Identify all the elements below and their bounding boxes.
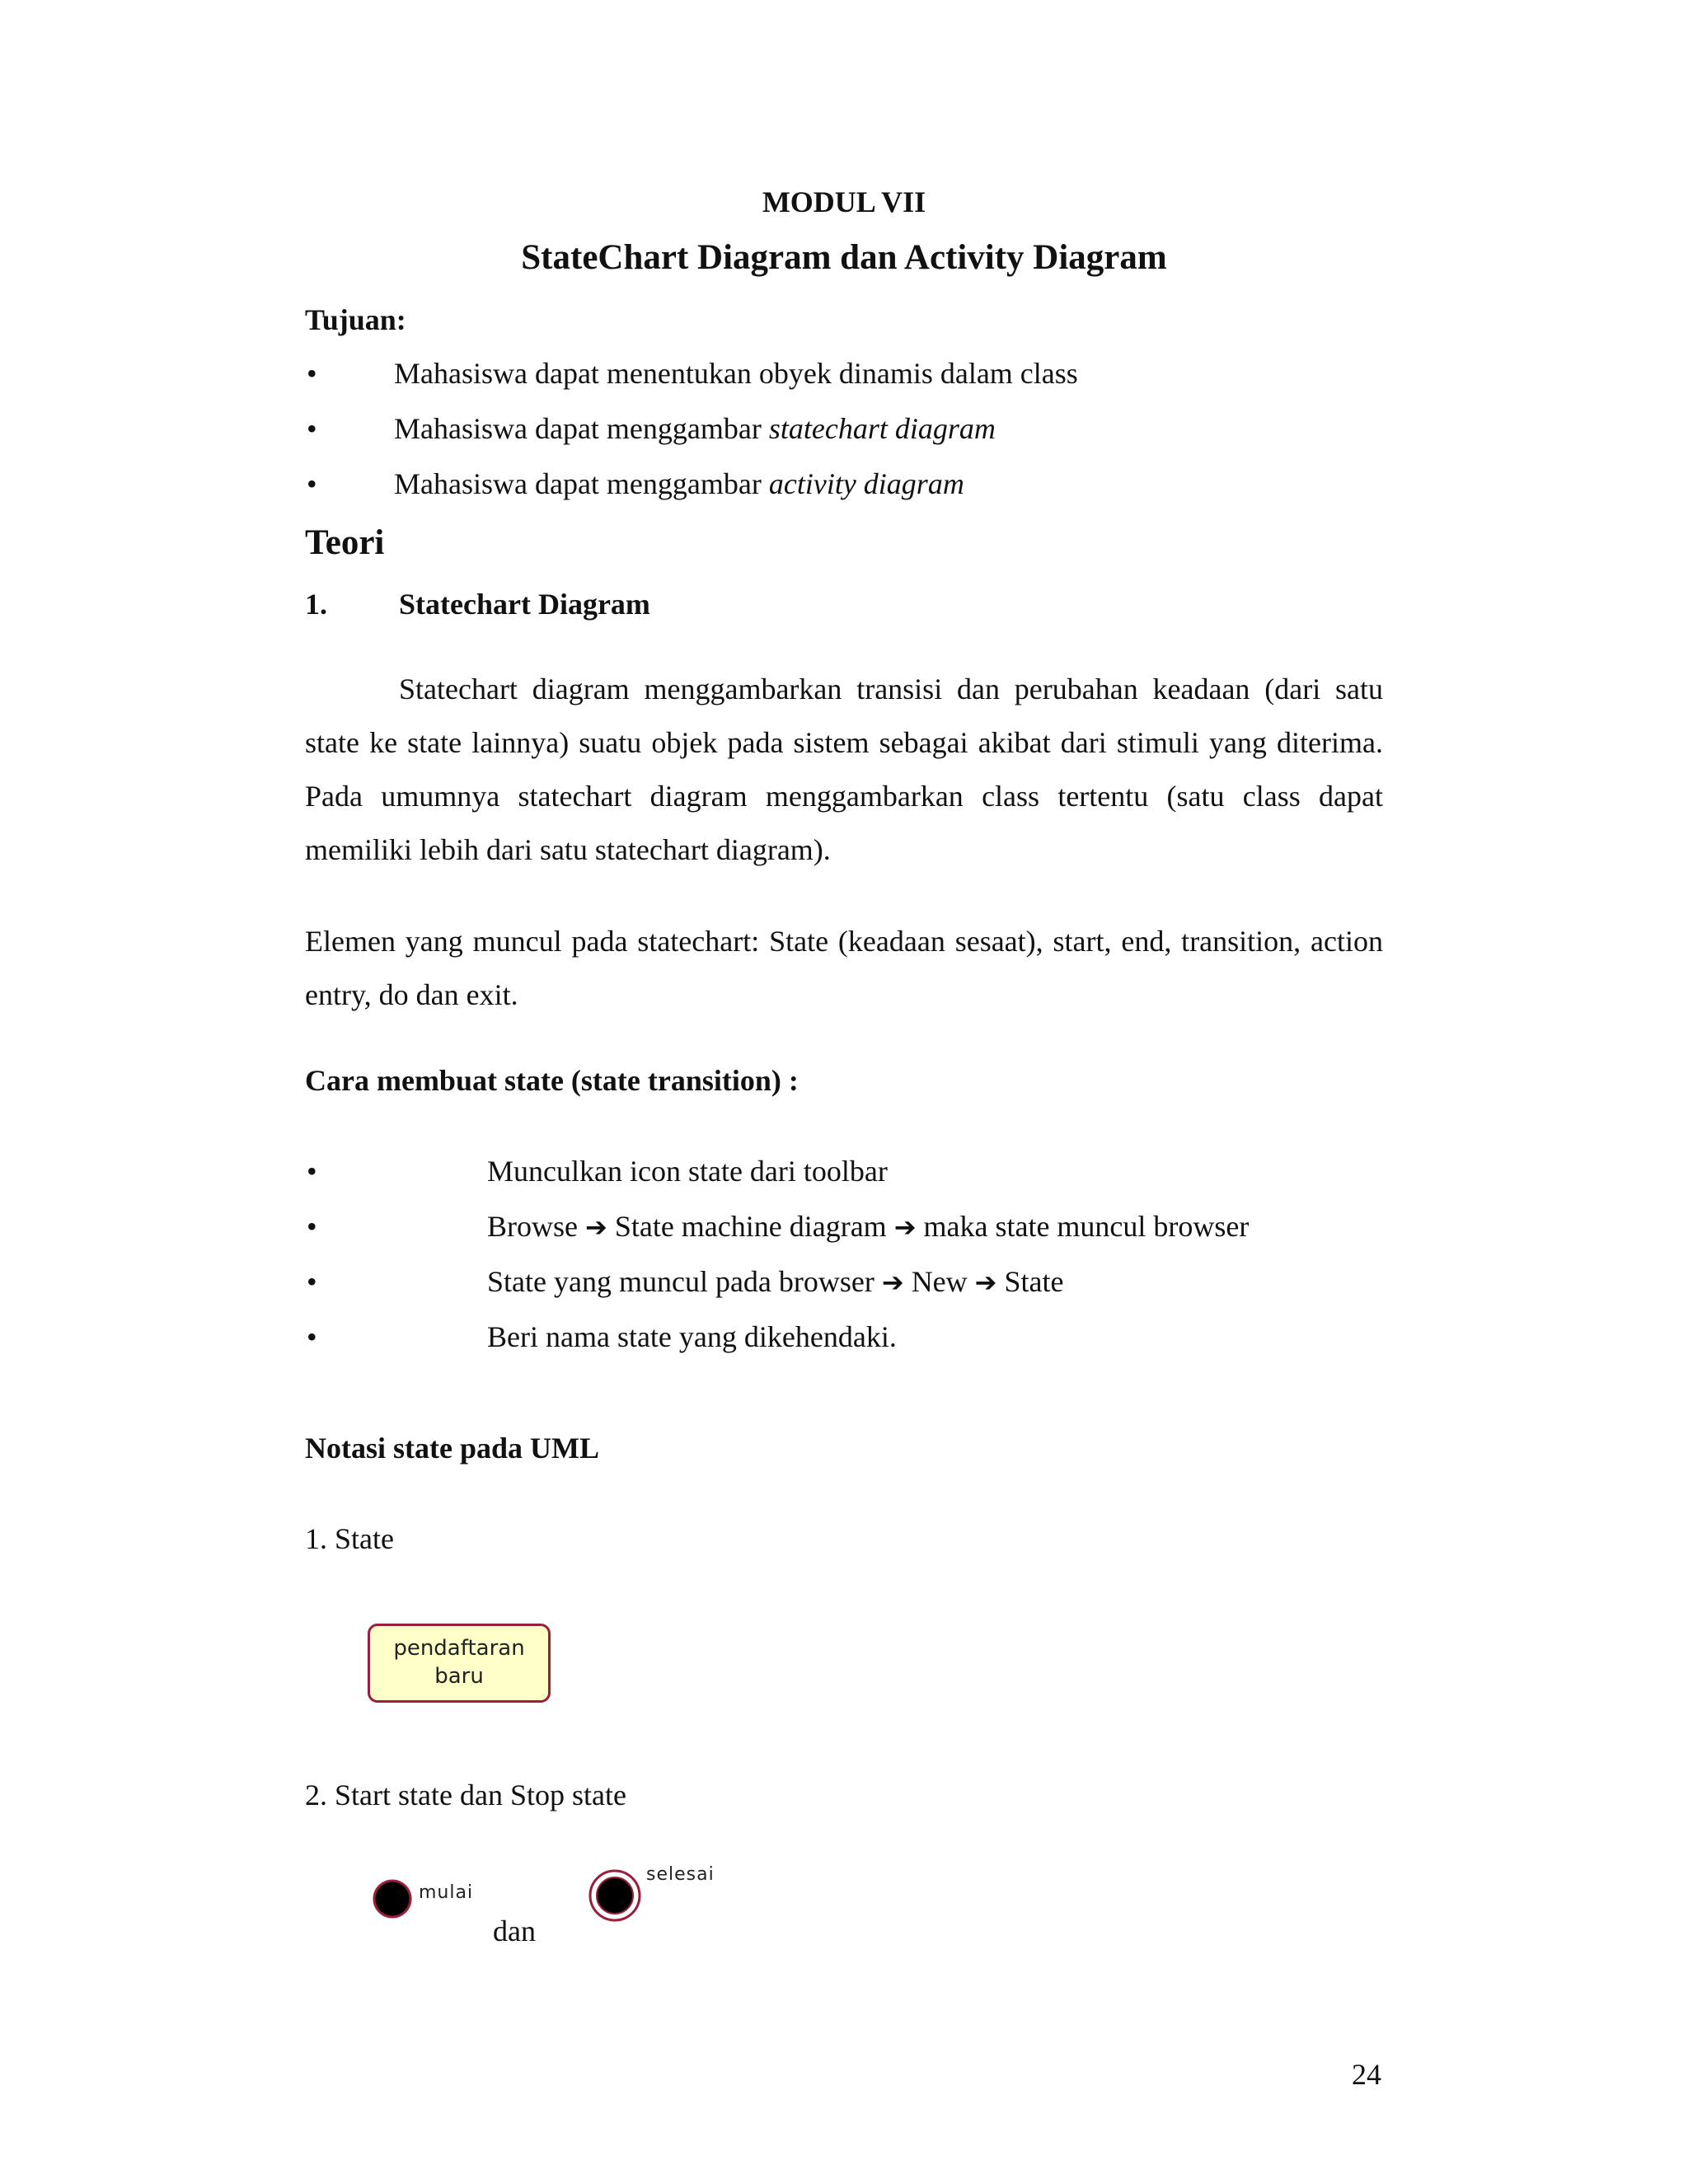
cara-heading: Cara membuat state (state transition) : <box>305 1064 799 1097</box>
state-node-example <box>368 1624 551 1703</box>
cara-item-text: Beri nama state yang dikehendaki. <box>487 1320 897 1353</box>
bullet-icon: • <box>307 1155 317 1188</box>
tujuan-item-1 <box>394 356 1078 391</box>
tujuan-item-emphasis: activity diagram <box>768 467 964 500</box>
start-state-label: mulai <box>419 1882 474 1903</box>
start-state-icon <box>371 1877 414 1920</box>
tujuan-item-3 <box>394 466 964 501</box>
state-node-label-line1: pendaftaran <box>393 1636 525 1661</box>
notasi-item-start-stop: 2. Start state dan Stop state <box>305 1779 626 1811</box>
connector-text: dan <box>493 1915 536 1947</box>
end-state-label: selesai <box>646 1864 715 1885</box>
tujuan-heading: Tujuan: <box>305 303 406 336</box>
state-node-label-line2: baru <box>434 1664 484 1689</box>
bullet-icon: • <box>307 357 317 390</box>
bullet-icon: • <box>307 1210 317 1243</box>
notasi-heading: Notasi state pada UML <box>305 1432 599 1465</box>
module-label: MODUL VII <box>762 185 926 218</box>
section-title: Statechart Diagram <box>399 588 650 621</box>
arrow-right-icon: ➔ <box>974 1267 997 1298</box>
cara-item-text: maka state muncul browser <box>916 1210 1250 1243</box>
tujuan-item-text: Mahasiswa dapat menggambar <box>394 412 769 445</box>
arrow-right-icon: ➔ <box>881 1267 904 1298</box>
cara-item-text: Browse <box>487 1210 585 1243</box>
page-number: 24 <box>1352 2058 1381 2091</box>
tujuan-item-text: Mahasiswa dapat menentukan obyek dinamis dalam class <box>394 357 1078 390</box>
teori-heading: Teori <box>305 523 385 562</box>
bullet-icon: • <box>307 1265 317 1298</box>
cara-item-4 <box>487 1319 897 1354</box>
bullet-icon: • <box>307 412 317 445</box>
document-title: StateChart Diagram dan Activity Diagram <box>521 238 1167 277</box>
cara-item-1 <box>487 1154 888 1188</box>
statechart-paragraph: Statechart diagram menggambarkan transisi dan perubahan keadaan (dari satu state ke state lainnya) suatu objek pada sistem sebagai akibat dari stimuli yang diterima. Pada umumnya statechart diagram menggambarkan class tertentu (satu class dapat memiliki lebih dari satu statechart diagram). <box>305 673 1383 866</box>
cara-item-text: State <box>996 1265 1064 1298</box>
elemen-paragraph: Elemen yang muncul pada statechart: State (keadaan sesaat), start, end, transition, action entry, do dan exit. <box>305 925 1383 1011</box>
cara-item-2 <box>487 1209 1249 1244</box>
tujuan-item-2 <box>394 411 996 446</box>
bullet-icon: • <box>307 467 317 500</box>
cara-item-text: Munculkan icon state dari toolbar <box>487 1155 888 1188</box>
cara-item-text: New <box>903 1265 975 1298</box>
cara-item-text: State yang muncul pada browser <box>487 1265 882 1298</box>
arrow-right-icon: ➔ <box>893 1212 917 1243</box>
notasi-item-state: 1. State <box>305 1522 394 1555</box>
bullet-icon: • <box>307 1320 317 1353</box>
tujuan-item-emphasis: statechart diagram <box>768 412 996 445</box>
end-state-icon <box>587 1868 643 1924</box>
tujuan-item-text: Mahasiswa dapat menggambar <box>394 467 769 500</box>
arrow-right-icon: ➔ <box>585 1212 607 1243</box>
cara-item-3 <box>487 1264 1063 1299</box>
cara-item-text: State machine diagram <box>607 1210 894 1243</box>
section-number: 1. <box>305 588 327 621</box>
